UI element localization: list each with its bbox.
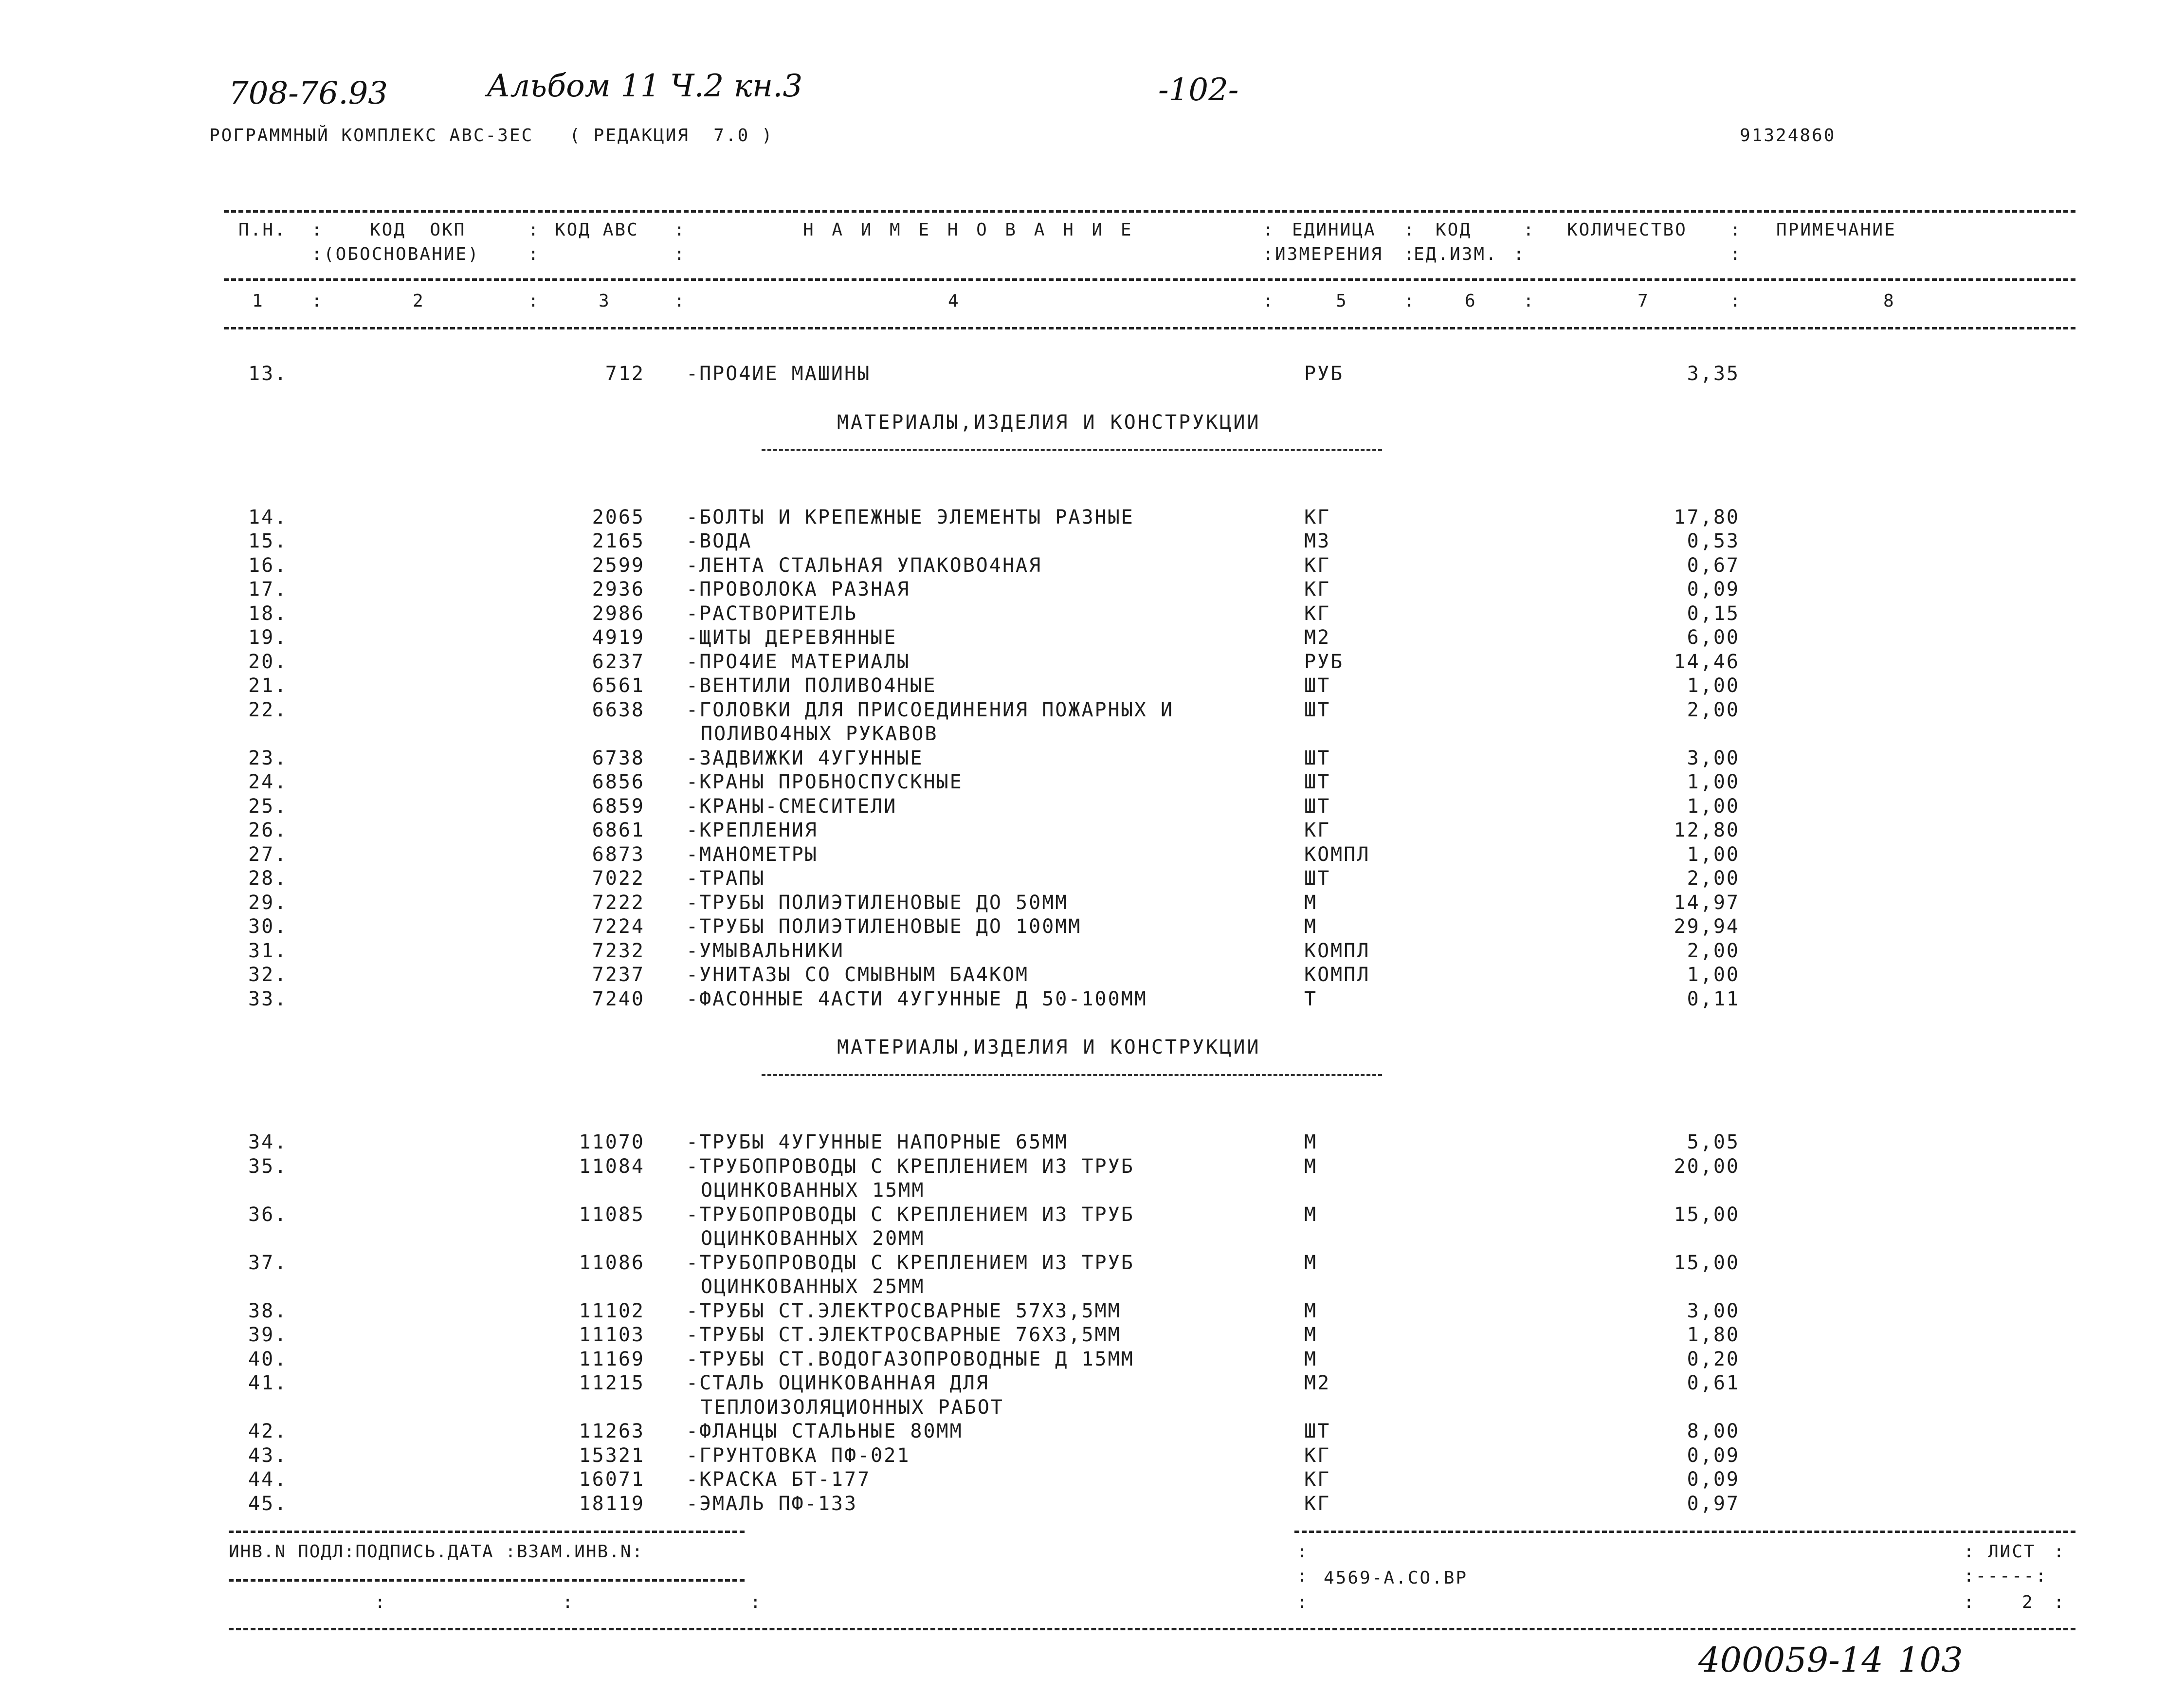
row-code: 16071 [579, 1468, 645, 1491]
row-number: 44. [248, 1468, 288, 1491]
handwritten-code: 708-76.93 [229, 75, 388, 111]
row-number: 14. [248, 506, 288, 529]
row-number: 23. [248, 747, 288, 769]
row-quantity: 1,00 [1687, 675, 1740, 697]
row-code: 7240 [592, 987, 645, 1010]
row-unit: Т [1304, 987, 1318, 1010]
header-num-1: 1 [252, 291, 264, 311]
row-code: 7022 [592, 867, 645, 890]
row-number: 16. [248, 554, 288, 577]
row-unit: КГ [1304, 1444, 1331, 1467]
row-unit: РУБ [1304, 650, 1344, 673]
section-title: МАТЕРИАЛЫ,ИЗДЕЛИЯ И КОНСТРУКЦИИ [837, 411, 1261, 434]
program-line: РОГРАММНЫЙ КОМПЛЕКС АВС-3ЕС ( РЕДАКЦИЯ 7.0 ) [209, 126, 774, 146]
row-name: -КРАНЫ-СМЕСИТЕЛИ [686, 795, 897, 818]
handwritten-page: -102- [1158, 72, 1239, 108]
row-name: -КРЕПЛЕНИЯ [686, 819, 818, 841]
row-code: 18119 [579, 1492, 645, 1515]
row-name: -ФЛАНЦЫ СТАЛЬНЫЕ 80ММ [686, 1420, 963, 1442]
row-quantity: 0,67 [1687, 554, 1740, 577]
row-name: -ТРУБЫ ПОЛИЭТИЛЕНОВЫЕ ДО 100ММ [686, 915, 1082, 938]
row-number: 36. [248, 1203, 288, 1226]
row-name: -МАНОМЕТРЫ [686, 843, 818, 866]
row-number: 42. [248, 1420, 288, 1442]
row-number: 43. [248, 1444, 288, 1467]
row-code: 6237 [592, 650, 645, 673]
row-unit: КГ [1304, 1468, 1331, 1491]
row-name: -СТАЛЬ ОЦИНКОВАННАЯ ДЛЯ [686, 1372, 989, 1394]
row-quantity: 12,80 [1674, 819, 1740, 841]
section-underline [762, 1074, 1382, 1076]
row-name: -ТРУБЫ СТ.ВОДОГАЗОПРОВОДНЫЕ Д 15ММ [686, 1348, 1134, 1370]
row-code: 11085 [579, 1203, 645, 1226]
header-quantity: КОЛИЧЕСТВО [1567, 220, 1687, 240]
row-unit: КГ [1304, 819, 1331, 841]
footer-sheet-number: 2 [2022, 1592, 2034, 1612]
row-quantity: 0,61 [1687, 1372, 1740, 1394]
row-quantity: 0,53 [1687, 530, 1740, 552]
row-quantity: 1,80 [1687, 1324, 1740, 1346]
row-unit: М [1304, 1251, 1318, 1274]
doc-number: 91324860 [1740, 126, 1836, 146]
row-name: -КРАСКА БТ-177 [686, 1468, 871, 1491]
row-number: 13. [248, 363, 288, 385]
row-unit: РУБ [1304, 363, 1344, 385]
row-code: 4919 [592, 626, 645, 649]
row-number: 20. [248, 650, 288, 673]
row-unit: ШТ [1304, 675, 1331, 697]
row-number: 35. [248, 1155, 288, 1178]
row-unit: КГ [1304, 554, 1331, 577]
header-pn: П.Н. [238, 220, 287, 240]
row-quantity: 14,97 [1674, 891, 1740, 914]
row-unit: М [1304, 891, 1318, 914]
row-number: 34. [248, 1131, 288, 1153]
row-code: 6873 [592, 843, 645, 866]
row-code: 11084 [579, 1155, 645, 1178]
row-number: 33. [248, 987, 288, 1010]
row-quantity: 0,09 [1687, 1444, 1740, 1467]
row-code: 7222 [592, 891, 645, 914]
row-quantity: 15,00 [1674, 1203, 1740, 1226]
row-quantity: 3,00 [1687, 747, 1740, 769]
row-code: 15321 [579, 1444, 645, 1467]
row-quantity: 6,00 [1687, 626, 1740, 649]
row-name: -ГОЛОВКИ ДЛЯ ПРИСОЕДИНЕНИЯ ПОЖАРНЫХ И [686, 698, 1174, 721]
row-number: 41. [248, 1372, 288, 1394]
row-quantity: 1,00 [1687, 771, 1740, 793]
row-unit: М [1304, 1131, 1318, 1153]
row-name-continued: ОЦИНКОВАННЫХ 15ММ [701, 1179, 925, 1202]
header-num-2: 2 [413, 291, 425, 311]
row-unit: ШТ [1304, 867, 1331, 890]
row-unit: М [1304, 1299, 1318, 1322]
row-code: 6561 [592, 675, 645, 697]
row-number: 17. [248, 578, 288, 601]
row-number: 24. [248, 771, 288, 793]
row-number: 37. [248, 1251, 288, 1274]
row-number: 26. [248, 819, 288, 841]
header-num-6: 6 [1465, 291, 1477, 311]
row-quantity: 0,20 [1687, 1348, 1740, 1370]
row-name: -ВОДА [686, 530, 752, 552]
row-name: -ТРУБЫ СТ.ЭЛЕКТРОСВАРНЫЕ 76Х3,5ММ [686, 1324, 1121, 1346]
row-quantity: 2,00 [1687, 939, 1740, 962]
row-quantity: 20,00 [1674, 1155, 1740, 1178]
row-code: 2986 [592, 602, 645, 625]
handwritten-sheet-number: 103 [1898, 1640, 1963, 1680]
row-quantity: 0,09 [1687, 578, 1740, 601]
row-name-continued: ОЦИНКОВАННЫХ 25ММ [701, 1276, 925, 1298]
row-code: 7232 [592, 939, 645, 962]
row-unit: ШТ [1304, 795, 1331, 818]
row-number: 25. [248, 795, 288, 818]
row-name: -ЛЕНТА СТАЛЬНАЯ УПАКОВО4НАЯ [686, 554, 1042, 577]
header-unit: ЕДИНИЦА [1292, 220, 1376, 240]
section-underline [762, 449, 1382, 451]
footer-left-header: ИНВ.N ПОДЛ:ПОДПИСЬ.ДАТА :ВЗАМ.ИНВ.N: [229, 1542, 644, 1562]
row-name: -ГРУНТОВКА ПФ-021 [686, 1444, 910, 1467]
row-name: -БОЛТЫ И КРЕПЕЖНЫЕ ЭЛЕМЕНТЫ РАЗНЫЕ [686, 506, 1134, 529]
row-unit: КГ [1304, 1492, 1331, 1515]
row-code: 2599 [592, 554, 645, 577]
row-code: 712 [605, 363, 645, 385]
row-name: -ТРУБЫ 4УГУННЫЕ НАПОРНЫЕ 65ММ [686, 1131, 1069, 1153]
row-number: 38. [248, 1299, 288, 1322]
row-name-continued: ПОЛИВО4НЫХ РУКАВОВ [701, 723, 938, 745]
row-unit: М [1304, 915, 1318, 938]
row-quantity: 14,46 [1674, 650, 1740, 673]
row-code: 11103 [579, 1324, 645, 1346]
row-number: 29. [248, 891, 288, 914]
row-quantity: 1,00 [1687, 795, 1740, 818]
row-name: -ФАСОННЫЕ 4АСТИ 4УГУННЫЕ Д 50-100ММ [686, 987, 1147, 1010]
footer-doc-code: 4569-А.СО.ВР [1324, 1568, 1468, 1588]
row-name: -ТРУБОПРОВОДЫ С КРЕПЛЕНИЕМ ИЗ ТРУБ [686, 1155, 1134, 1178]
header-unit-code: КОД [1436, 220, 1472, 240]
row-name: -ЭМАЛЬ ПФ-133 [686, 1492, 858, 1515]
row-code: 7224 [592, 915, 645, 938]
row-name-continued: ТЕПЛОИЗОЛЯЦИОННЫХ РАБОТ [701, 1396, 1004, 1419]
row-quantity: 1,00 [1687, 964, 1740, 986]
section-title: МАТЕРИАЛЫ,ИЗДЕЛИЯ И КОНСТРУКЦИИ [837, 1036, 1261, 1058]
row-number: 18. [248, 602, 288, 625]
row-name: -ПРО4ИЕ МАТЕРИАЛЫ [686, 650, 910, 673]
row-unit: КОМПЛ [1304, 964, 1370, 986]
row-unit: М2 [1304, 626, 1331, 649]
handwritten-album: Альбом 11 Ч.2 кн.3 [487, 68, 803, 104]
row-unit: М [1304, 1324, 1318, 1346]
row-name: -РАСТВОРИТЕЛЬ [686, 602, 858, 625]
row-number: 45. [248, 1492, 288, 1515]
row-unit: КОМПЛ [1304, 939, 1370, 962]
row-number: 15. [248, 530, 288, 552]
footer-sheet-label: ЛИСТ [1988, 1542, 2036, 1562]
row-code: 6738 [592, 747, 645, 769]
row-code: 11215 [579, 1372, 645, 1394]
header-unit-2: ИЗМЕРЕНИЯ [1275, 244, 1383, 264]
row-number: 27. [248, 843, 288, 866]
row-unit: ШТ [1304, 1420, 1331, 1442]
header-unit-code-2: ЕД.ИЗМ. [1414, 244, 1498, 264]
row-unit: КОМПЛ [1304, 843, 1370, 866]
row-unit: КГ [1304, 602, 1331, 625]
row-name: -ЩИТЫ ДЕРЕВЯННЫЕ [686, 626, 897, 649]
header-name: Н А И М Е Н О В А Н И Е [803, 220, 1135, 240]
row-unit: ШТ [1304, 747, 1331, 769]
row-name: -КРАНЫ ПРОБНОСПУСКНЫЕ [686, 771, 963, 793]
row-name: -ВЕНТИЛИ ПОЛИВО4НЫЕ [686, 675, 937, 697]
row-code: 6638 [592, 698, 645, 721]
row-quantity: 15,00 [1674, 1251, 1740, 1274]
row-quantity: 2,00 [1687, 698, 1740, 721]
row-code: 6859 [592, 795, 645, 818]
row-number: 39. [248, 1324, 288, 1346]
row-quantity: 29,94 [1674, 915, 1740, 938]
row-code: 2936 [592, 578, 645, 601]
row-number: 21. [248, 675, 288, 697]
row-code: 2065 [592, 506, 645, 529]
row-name: -ТРАПЫ [686, 867, 765, 890]
row-name: -ТРУБЫ ПОЛИЭТИЛЕНОВЫЕ ДО 50ММ [686, 891, 1069, 914]
row-unit: М2 [1304, 1372, 1331, 1394]
row-quantity: 0,09 [1687, 1468, 1740, 1491]
header-num-8: 8 [1883, 291, 1895, 311]
row-name: -ТРУБОПРОВОДЫ С КРЕПЛЕНИЕМ ИЗ ТРУБ [686, 1203, 1134, 1226]
row-quantity: 3,00 [1687, 1299, 1740, 1322]
row-code: 6856 [592, 771, 645, 793]
row-name: -ПРОВОЛОКА РАЗНАЯ [686, 578, 910, 601]
header-okp: КОД ОКП [370, 220, 466, 240]
row-code: 2165 [592, 530, 645, 552]
row-unit: М [1304, 1203, 1318, 1226]
header-note: ПРИМЕЧАНИЕ [1776, 220, 1896, 240]
row-name: -УНИТАЗЫ СО СМЫВНЫМ БА4КОМ [686, 964, 1029, 986]
row-number: 32. [248, 964, 288, 986]
footer-left-cells: : : : [375, 1592, 765, 1612]
row-code: 11169 [579, 1348, 645, 1370]
row-quantity: 17,80 [1674, 506, 1740, 529]
header-osnovanie: (ОБОСНОВАНИЕ) [324, 244, 480, 264]
header-num-7: 7 [1638, 291, 1650, 311]
row-number: 40. [248, 1348, 288, 1370]
row-unit: М3 [1304, 530, 1331, 552]
row-quantity: 8,00 [1687, 1420, 1740, 1442]
row-unit: ШТ [1304, 698, 1331, 721]
row-quantity: 0,11 [1687, 987, 1740, 1010]
row-number: 30. [248, 915, 288, 938]
row-unit: ШТ [1304, 771, 1331, 793]
row-number: 31. [248, 939, 288, 962]
row-quantity: 3,35 [1687, 363, 1740, 385]
row-quantity: 1,00 [1687, 843, 1740, 866]
row-quantity: 5,05 [1687, 1131, 1740, 1153]
row-code: 6861 [592, 819, 645, 841]
handwritten-stamp: 400059-14 [1698, 1640, 1883, 1680]
row-name-continued: ОЦИНКОВАННЫХ 20ММ [701, 1227, 925, 1250]
row-quantity: 2,00 [1687, 867, 1740, 890]
header-num-5: 5 [1336, 291, 1348, 311]
row-unit: М [1304, 1348, 1318, 1370]
row-quantity: 0,97 [1687, 1492, 1740, 1515]
row-code: 11263 [579, 1420, 645, 1442]
row-number: 22. [248, 698, 288, 721]
row-code: 11070 [579, 1131, 645, 1153]
row-code: 11102 [579, 1299, 645, 1322]
row-unit: КГ [1304, 506, 1331, 529]
row-name: -ЗАДВИЖКИ 4УГУННЫЕ [686, 747, 924, 769]
row-quantity: 0,15 [1687, 602, 1740, 625]
row-name: -ТРУБЫ СТ.ЭЛЕКТРОСВАРНЫЕ 57Х3,5ММ [686, 1299, 1121, 1322]
row-name: -ТРУБОПРОВОДЫ С КРЕПЛЕНИЕМ ИЗ ТРУБ [686, 1251, 1134, 1274]
row-number: 28. [248, 867, 288, 890]
row-unit: М [1304, 1155, 1318, 1178]
row-name: -УМЫВАЛЬНИКИ [686, 939, 844, 962]
row-name: -ПРО4ИЕ МАШИНЫ [686, 363, 871, 385]
header-abc: КОД АВС [555, 220, 639, 240]
row-code: 7237 [592, 964, 645, 986]
row-number: 19. [248, 626, 288, 649]
header-num-3: 3 [599, 291, 611, 311]
row-unit: КГ [1304, 578, 1331, 601]
row-code: 11086 [579, 1251, 645, 1274]
header-num-4: 4 [948, 291, 960, 311]
